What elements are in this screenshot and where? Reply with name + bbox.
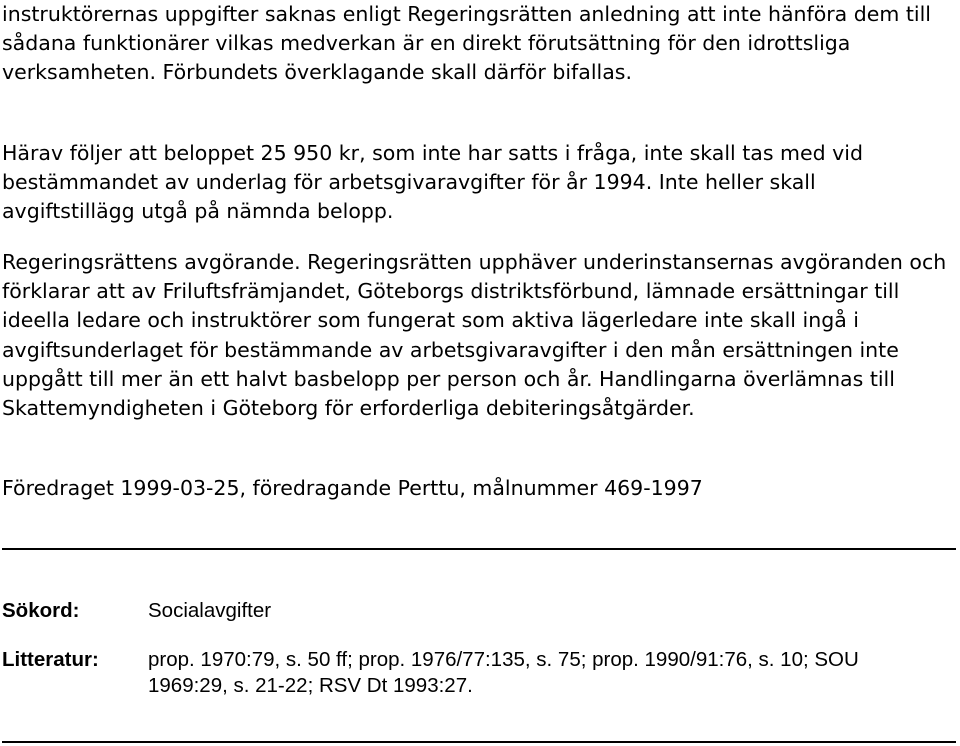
literature-value: prop. 1970:79, s. 50 ff; prop. 1976/77:135, s. 75; prop. 1990/91:76, s. 10; SOU 1969:29, s. 21-22; RSV Dt 1993:27. — [148, 648, 859, 697]
keyword-value: Socialavgifter — [148, 599, 272, 622]
paragraph-reasoning-conclusion: instruktörernas uppgifter saknas enligt Regeringsrätten anledning att inte hänföra dem till sådana funktionärer vilkas medverkan är en direkt förutsättning för den idrottsliga verksamheten. Förbundets överklagande skall därför bifallas. — [2, 2, 931, 85]
paragraph-case-reference: Föredraget 1999-03-25, föredragande Perttu, målnummer 469-1997 — [2, 476, 703, 500]
literature-label: Litteratur: — [2, 648, 99, 671]
paragraph-amount-consequence: Härav följer att beloppet 25 950 kr, som inte har satts i fråga, inte skall tas med vid bestämmandet av underlag för arbetsgivaravgifter för år 1994. Inte heller skall avgiftstillägg utgå på nämnda belopp. — [2, 141, 863, 224]
section-divider-top — [2, 548, 956, 550]
paragraph-court-decision: Regeringsrättens avgörande. Regeringsrätten upphäver underinstansernas avgöranden och förklarar att av Friluftsfrämjandet, Göteborgs distriktsförbund, lämnade ersättningar till ideella ledare och instruktörer som fungerat som aktiva lägerledare inte skall ingå i avgiftsunderlaget för bestämmande av arbetsgivaravgifter i den mån ersättningen inte uppgått till mer än ett halvt basbelopp per person och år. Handlingarna överlämnas till Skattemyndigheten i Göteborg för erforderliga debiteringsåtgärder. — [2, 250, 947, 421]
section-divider-bottom — [2, 741, 956, 743]
keyword-label: Sökord: — [2, 599, 80, 622]
